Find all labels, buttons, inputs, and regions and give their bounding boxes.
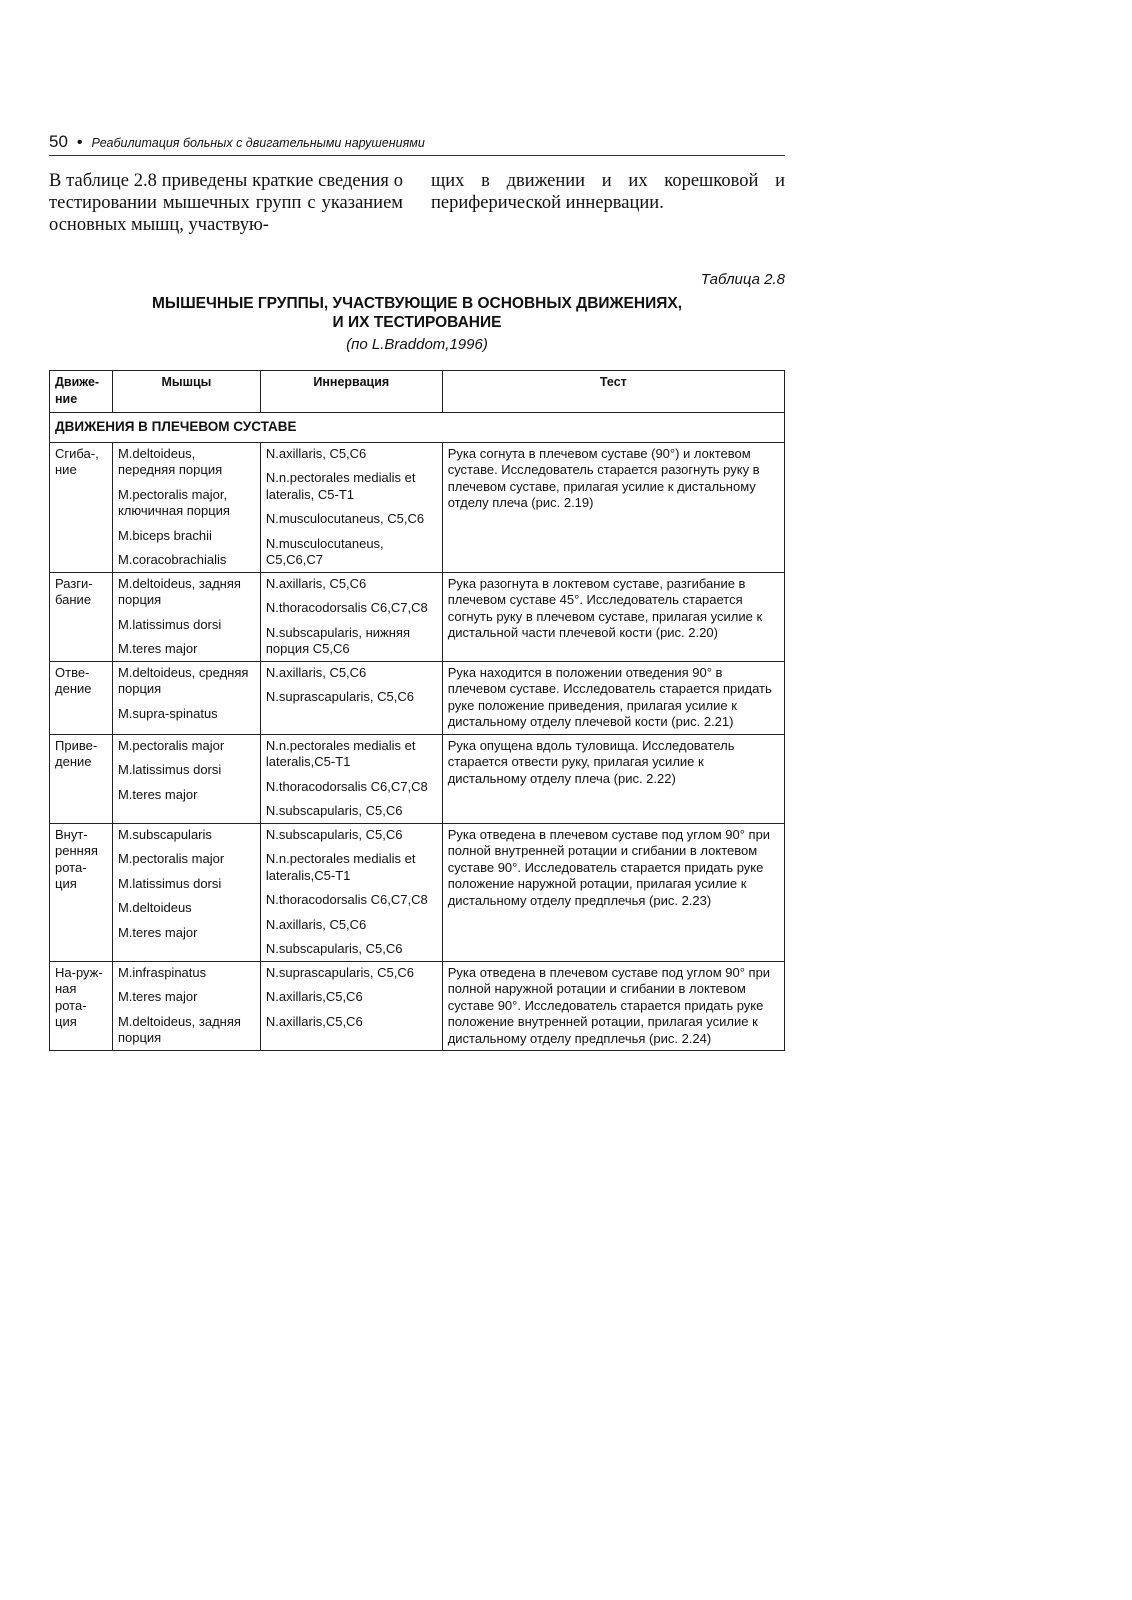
nerve-name: N.thoracodorsalis C6,C7,C8	[265, 778, 428, 794]
table-caption: Таблица 2.8	[700, 271, 785, 288]
movement-cell: Отве-дение	[50, 661, 113, 734]
nerve-name: N.suprascapularis, C5,C6	[265, 964, 414, 980]
muscle-name: M.infraspinatus	[117, 964, 207, 980]
muscles-cell	[112, 734, 260, 823]
intro-column-1: В таблице 2.8 приведены краткие сведения о тестировании мышечных групп с указанием основных мышц, участвую-	[49, 171, 403, 235]
muscle-name: M.supra-spinatus	[117, 705, 218, 721]
innervation-cell	[260, 734, 442, 823]
innervation-cell	[260, 961, 442, 1051]
table-row	[50, 442, 785, 572]
muscle-name: M.deltoideus	[117, 900, 192, 915]
nerve-name: N.n.pectorales medialis et lateralis,C5-T1	[265, 851, 416, 883]
nerve-name: N.subscapularis, C5,C6	[265, 803, 403, 818]
intro-column-2: щих в движении и их корешковой и периферической иннервации.	[431, 171, 785, 213]
innervation-cell	[260, 442, 442, 572]
section-row	[50, 413, 785, 443]
table-header-row	[50, 371, 785, 413]
muscle-name: M.deltoideus, средняя порция	[117, 664, 249, 696]
muscles-cell	[112, 661, 260, 734]
movement-cell: Приве-дение	[50, 734, 113, 823]
movement-cell: На-руж-ная рота-ция	[50, 961, 113, 1051]
running-header	[49, 132, 785, 156]
movement-cell: Внут-ренняя рота-ция	[50, 823, 113, 961]
header-innervation: Иннервация	[260, 371, 442, 413]
nerve-name: N.axillaris,C5,C6	[265, 989, 363, 1004]
muscle-name: M.subscapularis	[117, 826, 212, 842]
table-row	[50, 661, 785, 734]
nerve-name: N.n.pectorales medialis et lateralis, C5-T1	[265, 470, 416, 502]
table-row	[50, 734, 785, 823]
nerve-name: N.thoracodorsalis C6,C7,C8	[265, 892, 428, 907]
muscle-name: M.pectoralis major, ключичная порция	[117, 486, 230, 518]
muscle-name: M.latissimus dorsi	[117, 616, 222, 632]
nerve-name: N.axillaris,C5,C6	[265, 1013, 363, 1029]
muscle-name: M.teres major	[117, 989, 198, 1004]
innervation-cell	[260, 661, 442, 734]
muscle-name: M.deltoideus, задняя порция	[117, 575, 241, 607]
table-title	[49, 294, 785, 332]
table-row	[50, 572, 785, 661]
muscle-name: M.biceps brachii	[117, 527, 212, 543]
muscles-cell	[112, 442, 260, 572]
table-title-line-1: МЫШЕЧНЫЕ ГРУППЫ, УЧАСТВУЮЩИЕ В ОСНОВНЫХ ДВИЖЕНИЯХ,	[151, 295, 682, 312]
intro-paragraph	[49, 170, 785, 236]
movement-cell: Разги-бание	[50, 572, 113, 661]
muscle-name: M.deltoideus, задняя порция	[117, 1013, 241, 1045]
muscles-cell	[112, 572, 260, 661]
nerve-name: N.thoracodorsalis C6,C7,C8	[265, 600, 428, 615]
header-test: Тест	[442, 371, 784, 413]
muscle-name: M.teres major	[117, 641, 198, 656]
muscle-name: M.pectoralis major	[117, 851, 225, 866]
muscle-name: M.latissimus dorsi	[117, 762, 222, 777]
nerve-name: N.axillaris, C5,C6	[265, 664, 367, 680]
section-title: ДВИЖЕНИЯ В ПЛЕЧЕВОМ СУСТАВЕ	[50, 413, 785, 443]
muscles-cell	[112, 823, 260, 961]
test-cell: Рука отведена в плечевом суставе под углом 90° при полной наружной ротации и сгибании в локтевом суставе 90°. Исследователь старается придать руке положение внутренней ротации, прилагая усилие к дистальному отделу предплечья (рис. 2.24)	[442, 961, 784, 1051]
header-muscles: Мышцы	[112, 371, 260, 413]
muscle-name: M.coracobrachialis	[117, 552, 227, 567]
nerve-name: N.subscapularis, нижняя порция C5,C6	[265, 624, 410, 656]
table-row	[50, 961, 785, 1051]
muscle-table	[49, 370, 785, 1051]
table-row	[50, 823, 785, 961]
nerve-name: N.axillaris, C5,C6	[265, 916, 367, 932]
nerve-name: N.axillaris, C5,C6	[265, 575, 367, 591]
innervation-cell	[260, 823, 442, 961]
nerve-name: N.axillaris, C5,C6	[265, 445, 367, 461]
table-title-line-2: И ИХ ТЕСТИРОВАНИЕ	[332, 314, 502, 331]
nerve-name: N.suprascapularis, C5,C6	[265, 689, 414, 704]
muscle-name: M.latissimus dorsi	[117, 875, 222, 891]
nerve-name: N.n.pectorales medialis et lateralis,C5-T1	[265, 737, 416, 769]
movement-cell: Сгиба-, ние	[50, 442, 113, 572]
test-cell: Рука разогнута в локтевом суставе, разгибание в плечевом суставе 45°. Исследователь старается согнуть руку в плечевом суставе, прилагая усилие к дистальной части плечевой кости (рис. 2.20)	[442, 572, 784, 661]
muscle-name: M.teres major	[117, 924, 198, 940]
header-bullet: •	[76, 134, 83, 151]
header-movement: Движе-ние	[50, 371, 113, 413]
nerve-name: N.subscapularis, C5,C6	[265, 941, 403, 956]
running-title: Реабилитация больных с двигательными нарушениями	[91, 136, 425, 150]
muscles-cell	[112, 961, 260, 1051]
muscle-name: M.teres major	[117, 786, 198, 802]
test-cell: Рука отведена в плечевом суставе под углом 90° при полной внутренней ротации и сгибании в локтевом суставе 90°. Исследователь старается придать руке положение наружной ротации, прилагая усилие к дистальному отделу предплечья (рис. 2.23)	[442, 823, 784, 961]
test-cell: Рука находится в положении отведения 90° в плечевом суставе. Исследователь старается придать руке положение приведения, прилагая усилие к дистальному отделу плечевой кости (рис. 2.21)	[442, 661, 784, 734]
muscle-name: M.deltoideus, передняя порция	[117, 445, 223, 477]
innervation-cell	[260, 572, 442, 661]
nerve-name: N.subscapularis, C5,C6	[265, 826, 403, 842]
nerve-name: N.musculocutaneus, C5,C6	[265, 511, 425, 526]
nerve-name: N.musculocutaneus, C5,C6,C7	[265, 535, 384, 567]
muscle-name: M.pectoralis major	[117, 737, 225, 753]
table-subtitle: (по L.Braddom,1996)	[346, 336, 488, 353]
page-number: 50	[49, 132, 68, 151]
test-cell: Рука согнута в плечевом суставе (90°) и локтевом суставе. Исследователь старается разогнуть руку в плечевом суставе, прилагая усилие к дистальному отделу плеча (рис. 2.19)	[442, 442, 784, 572]
test-cell: Рука опущена вдоль туловища. Исследователь старается отвести руку, прилагая усилие к дистальному отделу плеча (рис. 2.22)	[442, 734, 784, 823]
